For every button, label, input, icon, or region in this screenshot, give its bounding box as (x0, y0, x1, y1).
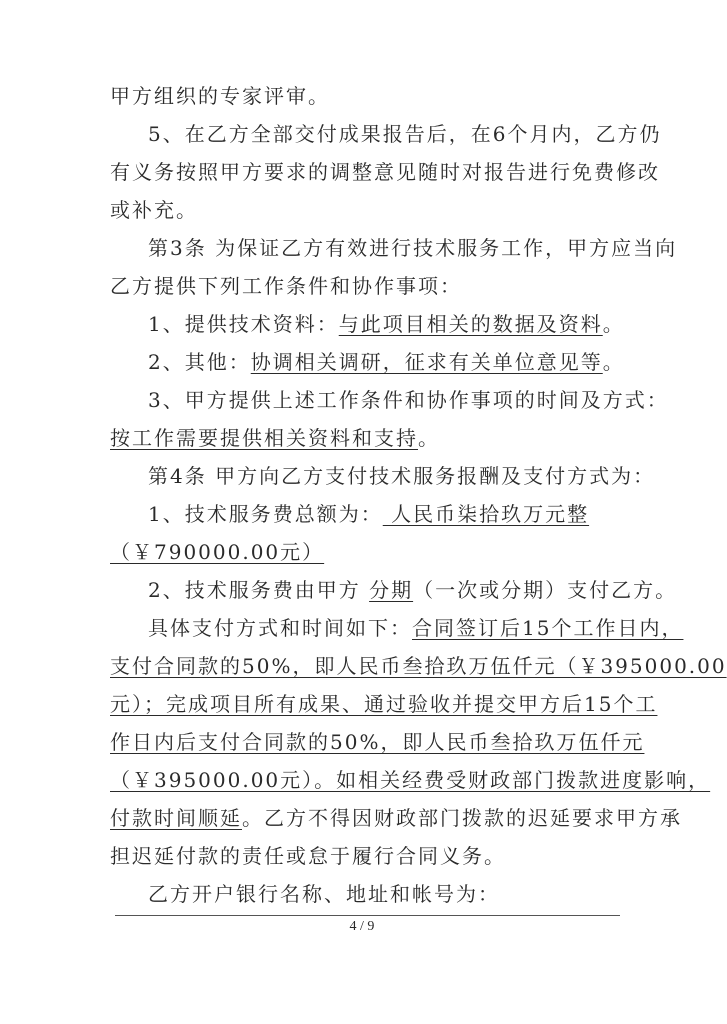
text-line: 元）；完成项目所有成果、通过验收并提交甲方后15个工 (110, 692, 658, 716)
text-line: 支付合同款的50%，即人民币叁拾玖万伍仟元（￥395000.00 (110, 654, 727, 678)
text-line: 付款时间顺延。乙方不得因财政部门拨款的迟延要求甲方承 (110, 806, 682, 830)
text-line: 或补充。 (110, 198, 198, 222)
text-line: 5、在乙方全部交付成果报告后，在6个月内，乙方仍 (148, 122, 662, 146)
text-line: 第3条 为保证乙方有效进行技术服务工作，甲方应当向 (148, 236, 678, 260)
footer-rule (115, 915, 620, 916)
text-line: 1、技术服务费总额为： 人民币柒拾玖万元整 (148, 502, 590, 526)
text-line: 第4条 甲方向乙方支付技术服务报酬及支付方式为： (148, 464, 656, 488)
text-line: （￥395000.00元）。如相关经费受财政部门拨款进度影响， (110, 768, 711, 792)
text-line: 1、提供技术资料：与此项目相关的数据及资料。 (148, 312, 625, 336)
page-number: 4 / 9 (349, 919, 375, 934)
text-line: 按工作需要提供相关资料和支持。 (110, 426, 440, 450)
text-line: 具体支付方式和时间如下：合同签订后15个工作日内， (148, 616, 684, 640)
text-line: 2、其他：协调相关调研，征求有关单位意见等。 (148, 350, 625, 374)
text-line: 有义务按照甲方要求的调整意见随时对报告进行免费修改 (110, 160, 660, 184)
text-line: 2、技术服务费由甲方 分期（一次或分期）支付乙方。 (148, 578, 678, 602)
text-line: 3、甲方提供上述工作条件和协作事项的时间及方式： (148, 388, 669, 412)
text-line: 担迟延付款的责任或怠于履行合同义务。 (110, 844, 506, 868)
text-line: 作日内后支付合同款的50%，即人民币叁拾玖万伍仟元 (110, 730, 645, 754)
text-line: 甲方组织的专家评审。 (110, 84, 330, 108)
text-line: （￥790000.00元） (110, 540, 325, 564)
text-line: 乙方开户银行名称、地址和帐号为： (148, 882, 500, 906)
text-line: 乙方提供下列工作条件和协作事项： (110, 274, 462, 298)
